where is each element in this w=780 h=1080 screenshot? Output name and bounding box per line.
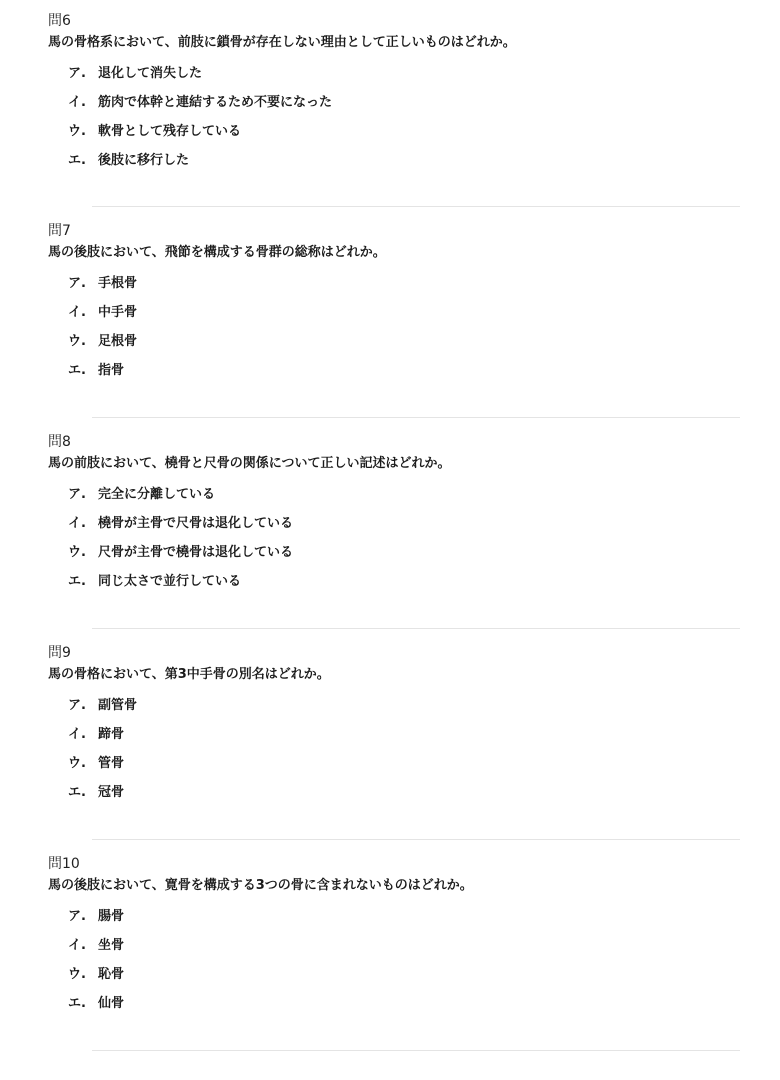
option-b[interactable] xyxy=(68,93,748,113)
option-text: 軟骨として残存している xyxy=(98,124,242,139)
section-divider xyxy=(92,839,740,840)
option-label: ア. xyxy=(68,698,86,713)
question-number: 問7 xyxy=(48,223,71,239)
option-label: ウ. xyxy=(68,124,86,139)
question-7 xyxy=(48,222,748,390)
option-label: イ. xyxy=(68,938,86,953)
option-label: イ. xyxy=(68,95,86,110)
option-text: 筋肉で体幹と連結するため不要になった xyxy=(98,95,333,110)
option-a[interactable] xyxy=(68,64,748,84)
option-text: 指骨 xyxy=(98,363,125,378)
option-b[interactable] xyxy=(68,514,748,534)
option-text: 完全に分離している xyxy=(98,487,216,502)
option-label: イ. xyxy=(68,305,86,320)
option-text: 手根骨 xyxy=(98,276,138,291)
option-b[interactable] xyxy=(68,303,748,323)
option-label: エ. xyxy=(68,363,86,378)
option-a[interactable] xyxy=(68,485,748,505)
option-list xyxy=(48,696,748,803)
section-divider xyxy=(92,417,740,418)
option-a[interactable] xyxy=(68,907,748,927)
question-number: 問9 xyxy=(48,645,71,661)
option-text: 同じ太さで並行している xyxy=(98,574,242,589)
option-text: 蹄骨 xyxy=(98,727,125,742)
option-a[interactable] xyxy=(68,274,748,294)
option-c[interactable] xyxy=(68,754,748,774)
option-text: 橈骨が主骨で尺骨は退化している xyxy=(98,516,294,531)
option-text: 尺骨が主骨で橈骨は退化している xyxy=(98,545,294,560)
question-text: 馬の後肢において、寛骨を構成する3つの骨に含まれないものはどれか。 xyxy=(48,878,473,893)
option-c[interactable] xyxy=(68,122,748,142)
option-text: 足根骨 xyxy=(98,334,138,349)
option-text: 冠骨 xyxy=(98,785,125,800)
option-list xyxy=(48,485,748,592)
option-label: ア. xyxy=(68,66,86,81)
option-text: 副管骨 xyxy=(98,698,138,713)
option-label: エ. xyxy=(68,785,86,800)
option-label: ア. xyxy=(68,276,86,291)
option-text: 後肢に移行した xyxy=(98,153,190,168)
option-c[interactable] xyxy=(68,965,748,985)
option-d[interactable] xyxy=(68,151,748,171)
question-10 xyxy=(48,855,748,1023)
option-text: 中手骨 xyxy=(98,305,138,320)
option-label: エ. xyxy=(68,153,86,168)
option-list xyxy=(48,64,748,171)
question-text: 馬の骨格系において、前肢に鎖骨が存在しない理由として正しいものはどれか。 xyxy=(48,35,516,50)
question-text: 馬の前肢において、橈骨と尺骨の関係について正しい記述はどれか。 xyxy=(48,456,451,471)
option-label: ウ. xyxy=(68,756,86,771)
option-text: 退化して消失した xyxy=(98,66,203,81)
option-label: ウ. xyxy=(68,545,86,560)
option-label: ウ. xyxy=(68,334,86,349)
option-text: 恥骨 xyxy=(98,967,125,982)
question-8 xyxy=(48,433,748,601)
option-label: イ. xyxy=(68,727,86,742)
option-text: 管骨 xyxy=(98,756,125,771)
option-label: ウ. xyxy=(68,967,86,982)
question-6 xyxy=(48,12,748,180)
option-d[interactable] xyxy=(68,783,748,803)
option-label: イ. xyxy=(68,516,86,531)
section-divider xyxy=(92,628,740,629)
option-list xyxy=(48,907,748,1014)
option-text: 坐骨 xyxy=(98,938,125,953)
option-a[interactable] xyxy=(68,696,748,716)
option-b[interactable] xyxy=(68,936,748,956)
option-list xyxy=(48,274,748,381)
option-c[interactable] xyxy=(68,332,748,352)
section-divider xyxy=(92,206,740,207)
question-number: 問8 xyxy=(48,434,71,450)
question-text: 馬の骨格において、第3中手骨の別名はどれか。 xyxy=(48,667,330,682)
question-number: 問10 xyxy=(48,856,80,872)
section-divider xyxy=(92,1050,740,1051)
option-text: 腸骨 xyxy=(98,909,125,924)
option-text: 仙骨 xyxy=(98,996,125,1011)
option-d[interactable] xyxy=(68,572,748,592)
question-text: 馬の後肢において、飛節を構成する骨群の総称はどれか。 xyxy=(48,245,386,260)
question-9 xyxy=(48,644,748,812)
question-number: 問6 xyxy=(48,13,71,29)
option-label: エ. xyxy=(68,996,86,1011)
option-label: ア. xyxy=(68,487,86,502)
option-d[interactable] xyxy=(68,994,748,1014)
option-c[interactable] xyxy=(68,543,748,563)
option-b[interactable] xyxy=(68,725,748,745)
option-d[interactable] xyxy=(68,361,748,381)
option-label: ア. xyxy=(68,909,86,924)
option-label: エ. xyxy=(68,574,86,589)
